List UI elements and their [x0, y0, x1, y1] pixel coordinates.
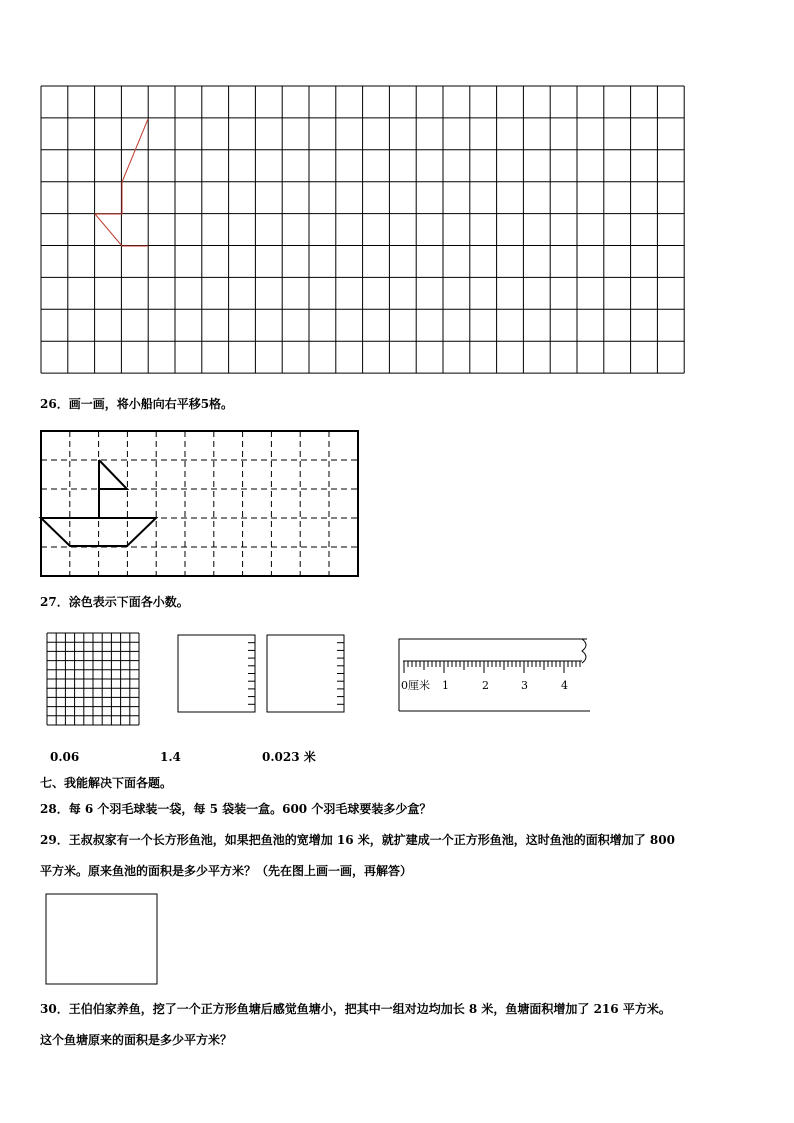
q26-prompt: 26．画一画，将小船向右平移5格。: [40, 397, 234, 411]
value-label: 0.023 米: [262, 750, 316, 764]
ruler-unit-label: 0厘米: [401, 679, 430, 692]
q29-line2: 平方米。原来鱼池的面积是多少平方米？（先在图上画一画，再解答）: [40, 864, 413, 878]
q27-prompt: 27．涂色表示下面各小数。: [40, 595, 189, 609]
q29-line1: 29．王叔叔家有一个长方形鱼池，如果把鱼池的宽增加 16 米，就扩建成一个正方形鱼池，这时鱼池的面积增加了 800: [40, 833, 675, 847]
boat-grid[interactable]: [0, 425, 794, 585]
ruler-tick-label: 4: [561, 679, 568, 692]
section-heading: 七、我能解决下面各题。: [40, 776, 173, 790]
value-label: 1.4: [160, 750, 181, 764]
ruler[interactable]: [0, 625, 794, 725]
value-label: 0.06: [50, 750, 80, 764]
q30-line2: 这个鱼塘原来的面积是多少平方米？: [40, 1033, 233, 1047]
q30-line1: 30．王伯伯家养鱼，挖了一个正方形鱼塘后感觉鱼塘小，把其中一组对边均加长 8 米，鱼塘面积增加了 216 平方米。: [40, 1002, 671, 1016]
ruler-tick-label: 1: [442, 679, 449, 692]
pond-square[interactable]: [0, 890, 794, 990]
q28-text: 28．每 6 个羽毛球装一袋，每 5 袋装一盒。600 个羽毛球要装多少盒？: [40, 802, 432, 816]
ruler-tick-label: 2: [482, 679, 489, 692]
square-grid-figure: [0, 0, 794, 380]
ruler-tick-label: 3: [521, 679, 528, 692]
